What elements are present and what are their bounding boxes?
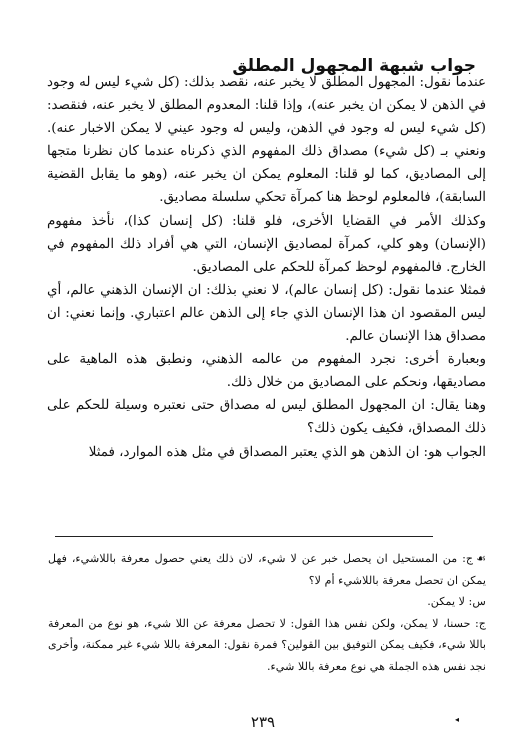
paragraph-3: فمثلا عندما نقول: (كل إنسان عالم)، لا نعني بذلك: ان الإنسان الذهني عالم، أي ليس المقصود ان هذا الإنسان الذي جاء إلى الذهن عالم اعتباري. وإنما نعني: ان مصداق هذا الإنسان عالم. [47, 282, 486, 345]
paragraph-6: الجواب هو: ان الذهن هو الذي يعتبر المصداق في مثل هذه الموارد، فمثلا [88, 444, 486, 460]
paragraph-4: وبعبارة أخرى: نجرد المفهوم من عالمه الذهني، ونطبق هذه الماهية على مصاديقها، ونحكم على المصاديق من خلال ذلك. [47, 352, 486, 391]
paragraph-2: وكذلك الأمر في القضايا الأخرى، فلو قلنا: (كل إنسان كذا)، نأخذ مفهوم (الإنسان) وهو كلي، كمرآة لمصاديق الإنسان، التي هي أفراد ذلك المفهوم في الخارج. فالمفهوم لوحظ كمرآة للحكم على المصاديق. [47, 213, 486, 275]
page-number: ٢٣٩ [250, 713, 276, 731]
footnotes [48, 548, 486, 678]
paragraph-1: عندما نقول: المجهول المطلق لا يخبر عنه، نقصد بذلك: (كل شيء ليس له وجود في الذهن لا يمكن ان يخبر عنه)، وإذا قلنا: المعدوم المطلق لا يخبر عنه، فنقصد: (كل شيء ليس له وجود في الذهن، وليس له وجود عيني لا يمكن الاخبار عنه). ونعني بـ (كل شيء) مصداق ذلك المفهوم الذي ذكرناه عندما كان نظرنا متجها إلى المصاديق، كما لو قلنا: المعلوم يمكن ان يخبر عنه، (وهو ما يقابل القضية السابقة)، فالمعلوم لوحظ هنا كمرآة تحكي سلسلة مصاديق. [47, 75, 486, 206]
section-heading: جواب شبهة المجهول المطلق [232, 56, 476, 77]
footnote-1-text: ج: من المستحيل ان يحصل خبر عن لا شيء، لان ذلك يعني حصول معرفة باللاشيء، فهل يمكن ان تحصل معرفة باللاشيء أم لا؟ [48, 552, 486, 587]
footnote-separator [55, 536, 433, 537]
main-text [47, 71, 486, 464]
footnote-3: ج: حسنا، لا يمكن، ولكن نفس هذا القول: لا تحصل معرفة عن اللا شيء، هو نوع من المعرفة باللا شيء، فكيف يمكن التوفيق بين القولين؟ فمرة نقول: المعرفة باللا شيء غير ممكنة، وأخرى نجد نفس هذه الجملة هي نوع معرفة باللا شيء. [48, 616, 486, 673]
paragraph-5: وهنا يقال: ان المجهول المطلق ليس له مصداق حتى نعتبره وسيلة للحكم على ذلك المصداق، فكيف يكون ذلك؟ [47, 398, 486, 437]
footnote-marker-icon: ☙ [476, 552, 486, 565]
footnote-2: س: لا يمكن. [427, 595, 486, 609]
corner-mark-icon: ◂ [454, 715, 459, 724]
footnote-1 [48, 548, 486, 591]
